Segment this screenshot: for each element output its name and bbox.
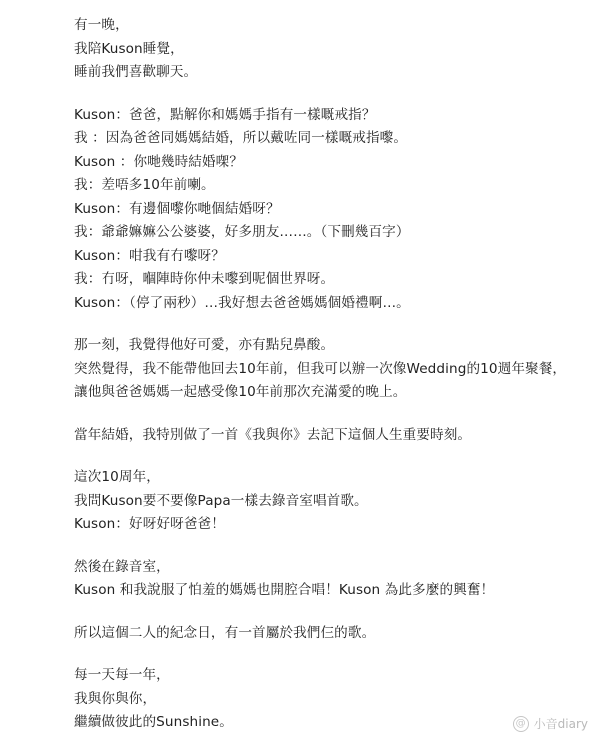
paragraph (74, 424, 594, 448)
watermark-text: 小音diary (533, 717, 588, 731)
text-line: 突然覺得，我不能帶他回去10年前，但我可以辦一次像Wedding的10週年聚餐， (74, 360, 567, 377)
text-line: 我：差唔多10年前喇。 (74, 177, 215, 193)
paragraph (74, 466, 594, 537)
text-line: 我與你與你， (74, 690, 157, 707)
text-line: 所以這個二人的紀念日，有一首屬於我們仨的歌。 (74, 624, 376, 641)
paragraph (74, 622, 594, 646)
text-line: 我：冇呀，嗰陣時你仲未嚟到呢個世界呀。 (74, 271, 335, 287)
text-line: 每一天每一年， (74, 667, 170, 683)
text-line: 當年結婚，我特別做了一首《我與你》去記下這個人生重要時刻。 (74, 426, 472, 443)
text-line: Kuson 和我說服了怕羞的媽媽也開腔合唱！Kuson 為此多麼的興奮！ (74, 582, 495, 598)
text-line: 我 ：因為爸爸同媽媽結婚，所以戴咗同一樣嘅戒指嚟。 (74, 130, 408, 146)
text-line: 我陪Kuson睡覺， (74, 40, 184, 57)
paragraph (74, 556, 594, 603)
text-line: 繼續做彼此的Sunshine。 (74, 714, 233, 730)
text-line: Kuson：爸爸，點解你和媽媽手指有一樣嘅戒指？ (74, 106, 376, 123)
text-line: 那一刻，我覺得他好可愛，亦有點兒鼻酸。 (74, 337, 335, 353)
text-line: 讓他與爸爸媽媽一起感受像10年前那次充滿愛的晚上。 (74, 384, 407, 400)
text-line: Kuson：好呀好呀爸爸！ (74, 516, 225, 532)
text-line: 睡前我們喜歡聊天。 (74, 64, 198, 80)
paragraph (74, 334, 594, 405)
text-line: 這次10周年， (74, 469, 160, 485)
article-body (74, 14, 594, 754)
paragraph (74, 104, 594, 316)
text-line: Kuson ：你哋幾時結婚㗎？ (74, 153, 244, 170)
watermark (513, 715, 588, 732)
text-line: 我：爺爺嫲嫲公公婆婆，好多朋友……。（下刪幾百字） (74, 224, 410, 240)
text-line: Kuson：有邊個嚟你哋個結婚呀？ (74, 200, 280, 217)
text-line: Kuson：咁我有冇嚟呀？ (74, 247, 225, 264)
text-line: 我問Kuson要不要像Papa一樣去錄音室唱首歌。 (74, 492, 368, 509)
text-line: Kuson：（停了兩秒）…我好想去爸爸媽媽個婚禮啊…。 (74, 294, 410, 311)
text-line: 然後在錄音室， (74, 558, 170, 575)
text-line: 有一晚， (74, 17, 129, 33)
at-icon: @ (513, 716, 529, 732)
paragraph (74, 14, 594, 85)
